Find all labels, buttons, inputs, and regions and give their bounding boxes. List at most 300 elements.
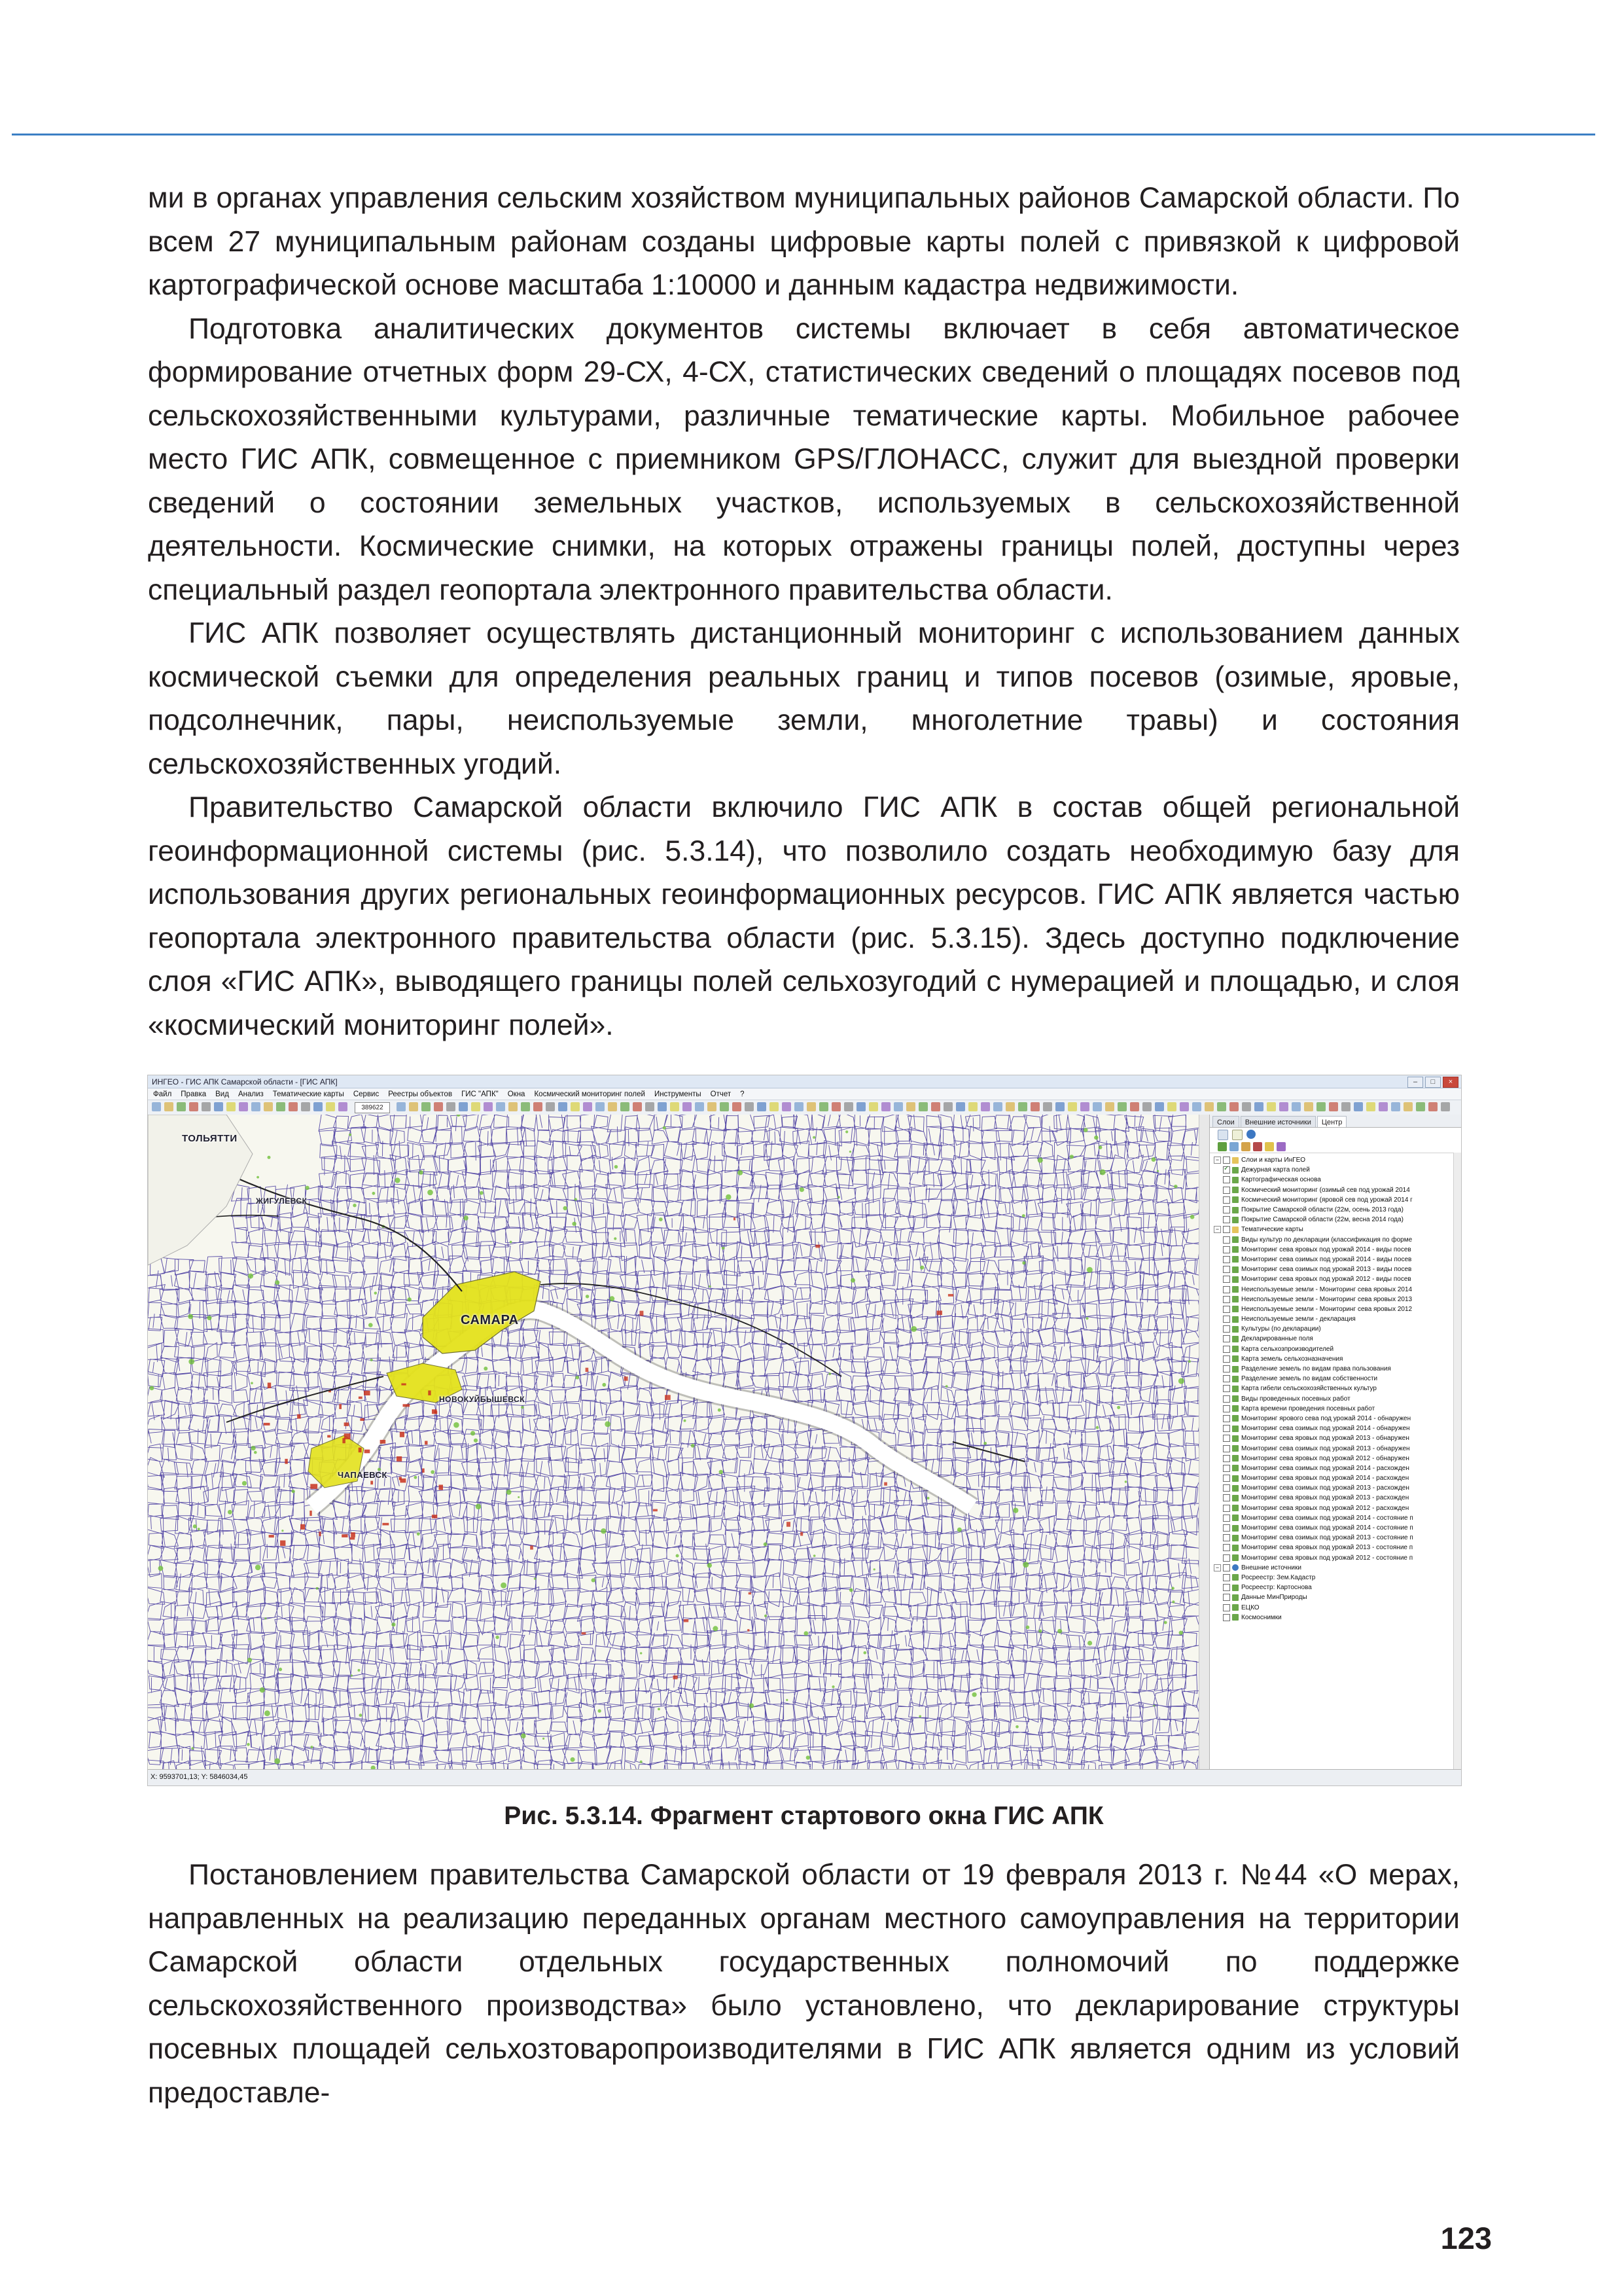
layer-checkbox[interactable] <box>1223 1524 1230 1532</box>
toolbar-tool-icon[interactable] <box>670 1102 679 1111</box>
map-view[interactable] <box>148 1115 1199 1769</box>
toolbar-tool-icon[interactable] <box>757 1102 766 1111</box>
settlement-block <box>948 1294 953 1297</box>
toolbar-tool-icon[interactable] <box>1292 1102 1301 1111</box>
toolbar-tool-icon[interactable] <box>608 1102 617 1111</box>
toolbar-tool-icon[interactable] <box>745 1102 754 1111</box>
layer-tree-item[interactable] <box>1214 1295 1453 1304</box>
toolbar-tool-icon[interactable] <box>695 1102 704 1111</box>
layer-checkbox[interactable] <box>1223 1216 1230 1223</box>
toolbar-tool-icon[interactable] <box>1167 1102 1176 1111</box>
layer-checkbox[interactable] <box>1223 1484 1230 1492</box>
toolbar-tool-icon[interactable] <box>1267 1102 1276 1111</box>
green-patch <box>832 1685 834 1688</box>
menu-item[interactable]: Файл <box>153 1090 172 1098</box>
green-patch <box>501 1583 506 1588</box>
toolbar-tool-icon[interactable] <box>633 1102 642 1111</box>
map-scrollbar[interactable] <box>1199 1115 1210 1769</box>
layer-tree-item[interactable] <box>1214 1205 1453 1215</box>
toolbar-tool-icon[interactable] <box>1329 1102 1338 1111</box>
layer-checkbox[interactable] <box>1223 1455 1230 1462</box>
toolbar-tool-icon[interactable] <box>732 1102 741 1111</box>
green-patch <box>845 1130 848 1133</box>
toolbar-tool-icon[interactable] <box>968 1102 978 1111</box>
toolbar-tool-icon[interactable] <box>434 1102 443 1111</box>
green-patch <box>911 1326 917 1332</box>
toolbar-tool-icon[interactable] <box>226 1102 236 1111</box>
toolbar-tool-icon[interactable] <box>338 1102 347 1111</box>
menu-item[interactable]: Реестры объектов <box>388 1090 453 1098</box>
layer-icon <box>1232 1286 1239 1293</box>
paragraph-1: ми в органах управления сельским хозяйством муниципальных районов Самарской области. По всем 27 муниципальным районам созданы цифровые карты полей с привязкой к цифровой картографической основе масштаба 1:10000 и данным кадастра недвижимости. <box>148 182 1460 301</box>
window-title: ИНГЕО - ГИС АПК Самарской области - [ГИС АПК] <box>152 1077 338 1086</box>
toolbar-tool-icon[interactable] <box>1242 1102 1251 1111</box>
layer-tree-item[interactable] <box>1214 1185 1453 1195</box>
layer-checkbox[interactable] <box>1223 1415 1230 1422</box>
toolbar-tool-icon[interactable] <box>1093 1102 1102 1111</box>
map-canvas[interactable] <box>148 1115 1199 1769</box>
info-icon[interactable] <box>1246 1130 1256 1139</box>
layer-add-icon[interactable] <box>1218 1142 1227 1151</box>
layer-checkbox[interactable] <box>1223 1564 1230 1571</box>
toolbar-tool-icon[interactable] <box>1354 1102 1363 1111</box>
layer-checkbox[interactable] <box>1223 1614 1230 1621</box>
toolbar-tool-icon[interactable] <box>326 1102 335 1111</box>
layer-checkbox[interactable] <box>1223 1176 1230 1183</box>
toolbar-tool-icon[interactable] <box>471 1102 480 1111</box>
toolbar-tool-icon[interactable] <box>906 1102 915 1111</box>
green-patch <box>510 1241 512 1244</box>
layer-tree-item[interactable] <box>1214 1175 1453 1185</box>
layer-tree-item[interactable] <box>1214 1463 1453 1473</box>
green-patch <box>256 1176 259 1179</box>
toolbar-tool-icon[interactable] <box>956 1102 965 1111</box>
layer-tree-item[interactable] <box>1214 1613 1453 1623</box>
toolbar-tool-icon[interactable] <box>944 1102 953 1111</box>
toolbar-tool-icon[interactable] <box>189 1102 198 1111</box>
toolbar-tool-icon[interactable] <box>1155 1102 1164 1111</box>
settlement-block <box>382 1523 389 1526</box>
green-patch <box>255 1565 261 1571</box>
settlement-block <box>439 1485 444 1490</box>
layer-props-icon[interactable] <box>1229 1142 1239 1151</box>
map-label-zhigulevsk: ЖИГУЛЕВСК <box>256 1196 308 1206</box>
layer-tree-item[interactable] <box>1214 1374 1453 1384</box>
green-patch <box>193 1524 197 1528</box>
expand-icon[interactable] <box>1218 1130 1228 1140</box>
layer-icon <box>1232 1177 1239 1183</box>
layer-label: Карта гибели сельскохозяйственных культур <box>1241 1385 1377 1393</box>
layer-tree-item[interactable] <box>1214 1523 1453 1533</box>
toolbar-tool-icon[interactable] <box>1416 1102 1425 1111</box>
toolbar-tool-icon[interactable] <box>239 1102 248 1111</box>
layer-tree-item[interactable] <box>1214 1314 1453 1324</box>
toolbar-tool-icon[interactable] <box>583 1102 592 1111</box>
layer-tree-item[interactable] <box>1214 1274 1453 1284</box>
toolbar-tool-icon[interactable] <box>1279 1102 1288 1111</box>
tab-layers[interactable]: Слои <box>1212 1116 1239 1127</box>
toolbar-tool-icon[interactable] <box>1391 1102 1400 1111</box>
layer-tree-item[interactable] <box>1214 1344 1453 1354</box>
layer-icon <box>1232 1475 1239 1482</box>
toolbar-tool-icon[interactable] <box>1205 1102 1214 1111</box>
layer-checkbox[interactable] <box>1223 1355 1230 1363</box>
collapse-icon[interactable]: − <box>1214 1157 1221 1164</box>
green-patch <box>1171 1587 1174 1590</box>
layer-tree-item[interactable] <box>1214 1503 1453 1513</box>
toolbar-tool-icon[interactable] <box>1229 1102 1239 1111</box>
layer-icon <box>1232 1574 1239 1581</box>
settlement-block <box>269 1535 274 1537</box>
menu-item[interactable]: Окна <box>507 1090 525 1098</box>
layer-group[interactable] <box>1214 1155 1453 1165</box>
layer-tree-item[interactable] <box>1214 1592 1453 1602</box>
settlement-block <box>749 1592 751 1594</box>
layer-checkbox[interactable] <box>1223 1316 1230 1323</box>
layer-tree-item[interactable] <box>1214 1424 1453 1433</box>
toolbar-tool-icon[interactable] <box>521 1102 530 1111</box>
green-patch <box>1153 1705 1155 1707</box>
toolbar-tool-icon[interactable] <box>595 1102 605 1111</box>
green-patch <box>813 1136 815 1139</box>
toolbar-tool-icon[interactable] <box>1031 1102 1040 1111</box>
toolbar-tool-icon[interactable] <box>1118 1102 1127 1111</box>
toolbar-tool-icon[interactable] <box>164 1102 173 1111</box>
toolbar-tool-icon[interactable] <box>1428 1102 1438 1111</box>
layer-checkbox[interactable] <box>1223 1346 1230 1353</box>
toolbar-tool-icon[interactable] <box>720 1102 729 1111</box>
toolbar-tool-icon[interactable] <box>484 1102 493 1111</box>
layer-print-icon[interactable] <box>1241 1142 1250 1151</box>
layer-checkbox[interactable] <box>1223 1445 1230 1452</box>
toolbar-tool-icon[interactable] <box>264 1102 273 1111</box>
toolbar-tool-icon[interactable] <box>459 1102 468 1111</box>
layer-edit-icon[interactable] <box>1265 1142 1274 1151</box>
sort-icon[interactable] <box>1232 1130 1243 1140</box>
layer-checkbox[interactable] <box>1223 1604 1230 1611</box>
toolbar-tool-icon[interactable] <box>1217 1102 1226 1111</box>
toolbar-tool-icon[interactable] <box>894 1102 903 1111</box>
green-patch <box>1023 1562 1029 1568</box>
toolbar-tool-icon[interactable] <box>177 1102 186 1111</box>
layer-checkbox[interactable] <box>1223 1266 1230 1273</box>
layer-icon <box>1232 1495 1239 1501</box>
menu-item[interactable]: Космический мониторинг полей <box>534 1090 645 1098</box>
toolbar-tool-icon[interactable] <box>313 1102 323 1111</box>
green-patch <box>571 1757 575 1762</box>
toolbar-tool-icon[interactable] <box>1055 1102 1065 1111</box>
menu-item[interactable]: Тематические карты <box>272 1090 344 1098</box>
layer-tree-item[interactable] <box>1214 1394 1453 1404</box>
layer-checkbox[interactable] <box>1223 1325 1230 1333</box>
toolbar-tool-icon[interactable] <box>1316 1102 1326 1111</box>
layer-tree-item[interactable] <box>1214 1473 1453 1483</box>
toolbar-tool-icon[interactable] <box>496 1102 505 1111</box>
layer-checkbox[interactable] <box>1223 1286 1230 1293</box>
layer-tree-item[interactable] <box>1214 1602 1453 1612</box>
layer-checkbox[interactable] <box>1223 1276 1230 1283</box>
toolbar-tool-icon[interactable] <box>919 1102 928 1111</box>
layer-checkbox[interactable] <box>1223 1515 1230 1522</box>
menu-item[interactable]: Отчет <box>710 1090 732 1098</box>
green-patch <box>1022 1214 1025 1217</box>
toolbar-tool-icon[interactable] <box>1180 1102 1189 1111</box>
tab-center[interactable]: Центр <box>1317 1116 1347 1127</box>
layer-checkbox[interactable] <box>1223 1494 1230 1501</box>
layer-tree-item[interactable] <box>1214 1324 1453 1334</box>
green-patch <box>1099 1145 1103 1149</box>
green-patch <box>786 1699 788 1701</box>
layer-tree-item[interactable] <box>1214 1284 1453 1294</box>
settlement-block <box>684 1619 688 1623</box>
green-patch <box>1178 1378 1184 1384</box>
green-patch <box>614 1165 618 1168</box>
toolbar-tool-icon[interactable] <box>620 1102 629 1111</box>
toolbar-tool-icon[interactable] <box>301 1102 310 1111</box>
toolbar-tool-icon[interactable] <box>993 1102 1002 1111</box>
layer-group[interactable] <box>1214 1563 1453 1573</box>
toolbar-tool-icon[interactable] <box>1080 1102 1089 1111</box>
green-patch <box>480 1191 484 1195</box>
settlement-block <box>422 1469 425 1473</box>
layer-checkbox[interactable] <box>1223 1544 1230 1551</box>
layer-tree-item[interactable] <box>1214 1334 1453 1344</box>
layer-checkbox[interactable] <box>1223 1375 1230 1382</box>
layer-checkbox[interactable] <box>1223 1296 1230 1303</box>
settlement-block <box>665 1395 671 1400</box>
toolbar-tool-icon[interactable] <box>1366 1102 1375 1111</box>
toolbar-tool-icon[interactable] <box>931 1102 940 1111</box>
layer-tree-item[interactable] <box>1214 1583 1453 1592</box>
layer-tree-item[interactable] <box>1214 1573 1453 1583</box>
toolbar-tool-icon[interactable] <box>152 1102 161 1111</box>
tab-external-sources[interactable]: Внешние источники <box>1241 1116 1316 1127</box>
toolbar-tool-icon[interactable] <box>869 1102 878 1111</box>
toolbar-tool-icon[interactable] <box>832 1102 841 1111</box>
layer-tree-item[interactable] <box>1214 1364 1453 1374</box>
layer-tree-item[interactable] <box>1214 1165 1453 1175</box>
green-patch <box>192 1747 194 1749</box>
menu-item[interactable]: Сервис <box>353 1090 380 1098</box>
layer-tree-item[interactable] <box>1214 1265 1453 1274</box>
layer-checkbox[interactable] <box>1223 1405 1230 1412</box>
settlement-block <box>733 1217 735 1220</box>
layer-checkbox[interactable] <box>1223 1395 1230 1403</box>
scale-input[interactable]: 389622 <box>355 1102 390 1113</box>
toolbar-tool-icon[interactable] <box>409 1102 418 1111</box>
toolbar-tool-icon[interactable] <box>782 1102 791 1111</box>
panel-scrollbar[interactable] <box>1453 1153 1462 1769</box>
green-patch <box>228 1510 232 1515</box>
layer-checkbox[interactable] <box>1223 1166 1230 1174</box>
toolbar-tool-icon[interactable] <box>1254 1102 1263 1111</box>
layer-tree-item[interactable] <box>1214 1235 1453 1245</box>
toolbar-tool-icon[interactable] <box>546 1102 555 1111</box>
layer-icon <box>1232 1395 1239 1402</box>
green-patch <box>575 1376 579 1380</box>
toolbar-tool-icon[interactable] <box>844 1102 853 1111</box>
layer-tree-item[interactable] <box>1214 1553 1453 1563</box>
layer-checkbox[interactable] <box>1223 1554 1230 1562</box>
toolbar-tool-icon[interactable] <box>1441 1102 1450 1111</box>
menu-item[interactable]: Вид <box>215 1090 229 1098</box>
layer-checkbox[interactable] <box>1223 1306 1230 1313</box>
layer-tree-item[interactable] <box>1214 1493 1453 1503</box>
layer-style-icon[interactable] <box>1253 1142 1262 1151</box>
layer-tree-item[interactable] <box>1214 1483 1453 1493</box>
globe-icon <box>1232 1564 1239 1571</box>
layer-icon <box>1232 1346 1239 1352</box>
green-patch <box>1112 1198 1114 1201</box>
toolbar-tool-icon[interactable] <box>1068 1102 1077 1111</box>
layer-icon <box>1232 1435 1239 1442</box>
layer-tree-item[interactable] <box>1214 1304 1453 1314</box>
green-patch <box>709 1285 711 1288</box>
pencil-icon[interactable] <box>1277 1142 1286 1151</box>
close-button[interactable]: × <box>1443 1077 1458 1088</box>
green-patch <box>707 1563 712 1568</box>
green-patch <box>972 1693 977 1697</box>
layer-checkbox[interactable] <box>1223 1196 1230 1204</box>
menu-item[interactable]: Правка <box>181 1090 207 1098</box>
map-label-novokuybyshevsk: НОВОКУЙБЫШЕВСК <box>439 1395 525 1404</box>
layer-checkbox[interactable] <box>1223 1256 1230 1263</box>
green-patch <box>431 1470 434 1474</box>
toolbar-tool-icon[interactable] <box>214 1102 223 1111</box>
toolbar-tool-icon[interactable] <box>881 1102 891 1111</box>
minimize-button[interactable]: – <box>1407 1077 1423 1088</box>
toolbar-tool-icon[interactable] <box>1379 1102 1388 1111</box>
layer-checkbox[interactable] <box>1223 1435 1230 1442</box>
panel-tabs <box>1210 1115 1462 1128</box>
layer-checkbox[interactable] <box>1223 1157 1230 1164</box>
green-patch <box>1117 1406 1120 1409</box>
layer-group[interactable] <box>1214 1225 1453 1234</box>
layer-checkbox[interactable] <box>1223 1574 1230 1581</box>
green-patch <box>563 1206 567 1210</box>
green-patch <box>718 1408 721 1412</box>
layer-checkbox[interactable] <box>1223 1187 1230 1194</box>
layer-icon <box>1232 1545 1239 1551</box>
layers-panel <box>1209 1115 1462 1769</box>
layer-tree-item[interactable] <box>1214 1454 1453 1463</box>
toolbar-tool-icon[interactable] <box>1043 1102 1052 1111</box>
toolbar-tool-icon[interactable] <box>1105 1102 1114 1111</box>
toolbar-tool-icon[interactable] <box>446 1102 455 1111</box>
green-patch <box>1015 1725 1019 1729</box>
layer-checkbox[interactable] <box>1223 1236 1230 1244</box>
green-patch <box>542 1738 544 1740</box>
settlement-block <box>624 1376 628 1381</box>
toolbar-tool-icon[interactable] <box>1341 1102 1351 1111</box>
layer-tree-item[interactable] <box>1214 1513 1453 1523</box>
toolbar-tool-icon[interactable] <box>807 1102 816 1111</box>
layer-checkbox[interactable] <box>1223 1425 1230 1432</box>
toolbar-tool-icon[interactable] <box>658 1102 667 1111</box>
green-patch <box>1013 1508 1018 1513</box>
toolbar-tool-icon[interactable] <box>682 1102 692 1111</box>
layer-checkbox[interactable] <box>1223 1534 1230 1541</box>
layer-checkbox[interactable] <box>1223 1584 1230 1591</box>
maximize-button[interactable]: □ <box>1425 1077 1441 1088</box>
toolbar-tool-icon[interactable] <box>533 1102 542 1111</box>
layer-checkbox[interactable] <box>1223 1475 1230 1482</box>
green-patch <box>372 1192 376 1195</box>
toolbar-tool-icon[interactable] <box>202 1102 211 1111</box>
toolbar-tool-icon[interactable] <box>508 1102 518 1111</box>
layer-tree-item[interactable] <box>1214 1215 1453 1225</box>
green-patch <box>957 1528 962 1532</box>
toolbar-tool-icon[interactable] <box>251 1102 260 1111</box>
layer-tree-item[interactable] <box>1214 1384 1453 1393</box>
toolbar-tool-icon[interactable] <box>1304 1102 1313 1111</box>
layer-icon <box>1232 1415 1239 1422</box>
layer-checkbox[interactable] <box>1223 1385 1230 1392</box>
menu-item[interactable]: ? <box>740 1090 745 1098</box>
layer-tree-item[interactable] <box>1214 1404 1453 1414</box>
layer-checkbox[interactable] <box>1223 1226 1230 1233</box>
layer-tree-item[interactable] <box>1214 1543 1453 1552</box>
menu-item[interactable]: Инструменты <box>654 1090 701 1098</box>
layer-checkbox[interactable] <box>1223 1594 1230 1601</box>
toolbar-tool-icon[interactable] <box>645 1102 654 1111</box>
layer-tree-item[interactable] <box>1214 1245 1453 1255</box>
layer-checkbox[interactable] <box>1223 1365 1230 1372</box>
toolbar-tool-icon[interactable] <box>707 1102 716 1111</box>
toolbar-tool-icon[interactable] <box>1404 1102 1413 1111</box>
toolbar-tool-icon[interactable] <box>558 1102 567 1111</box>
layer-tree-item[interactable] <box>1214 1443 1453 1453</box>
green-patch <box>1022 1261 1025 1265</box>
layer-icon <box>1232 1376 1239 1382</box>
collapse-icon[interactable]: − <box>1214 1226 1221 1233</box>
toolbar-tool-icon[interactable] <box>856 1102 866 1111</box>
toolbar-tool-icon[interactable] <box>794 1102 804 1111</box>
toolbar-tool-icon[interactable] <box>397 1102 406 1111</box>
layer-tree-item[interactable] <box>1214 1195 1453 1205</box>
layer-checkbox[interactable] <box>1223 1505 1230 1512</box>
toolbar-tool-icon[interactable] <box>1192 1102 1201 1111</box>
toolbar-tool-icon[interactable] <box>1006 1102 1015 1111</box>
layer-tree-item[interactable] <box>1214 1533 1453 1543</box>
layer-checkbox[interactable] <box>1223 1465 1230 1472</box>
layer-tree-item[interactable] <box>1214 1354 1453 1364</box>
toolbar-tool-icon[interactable] <box>981 1102 990 1111</box>
toolbar-tool-icon[interactable] <box>421 1102 431 1111</box>
toolbar-tool-icon[interactable] <box>769 1102 779 1111</box>
toolbar-tool-icon[interactable] <box>1130 1102 1139 1111</box>
collapse-icon[interactable]: − <box>1214 1564 1221 1571</box>
green-patch <box>374 1292 377 1295</box>
layer-checkbox[interactable] <box>1223 1335 1230 1342</box>
layer-icon <box>1232 1426 1239 1432</box>
toolbar-tool-icon[interactable] <box>289 1102 298 1111</box>
menu-item[interactable]: Анализ <box>238 1090 264 1098</box>
toolbar-tool-icon[interactable] <box>819 1102 828 1111</box>
layer-tree-item[interactable] <box>1214 1414 1453 1424</box>
toolbar-tool-icon[interactable] <box>571 1102 580 1111</box>
toolbar-tool-icon[interactable] <box>1018 1102 1027 1111</box>
layer-tree-item[interactable] <box>1214 1433 1453 1443</box>
toolbar-tool-icon[interactable] <box>276 1102 285 1111</box>
layer-checkbox[interactable] <box>1223 1206 1230 1213</box>
layer-checkbox[interactable] <box>1223 1246 1230 1253</box>
menu-item[interactable]: ГИС "АПК" <box>461 1090 499 1098</box>
layer-tree-item[interactable] <box>1214 1255 1453 1265</box>
green-patch <box>1179 1631 1183 1635</box>
toolbar-tool-icon[interactable] <box>1142 1102 1152 1111</box>
menu-bar <box>148 1088 1461 1100</box>
